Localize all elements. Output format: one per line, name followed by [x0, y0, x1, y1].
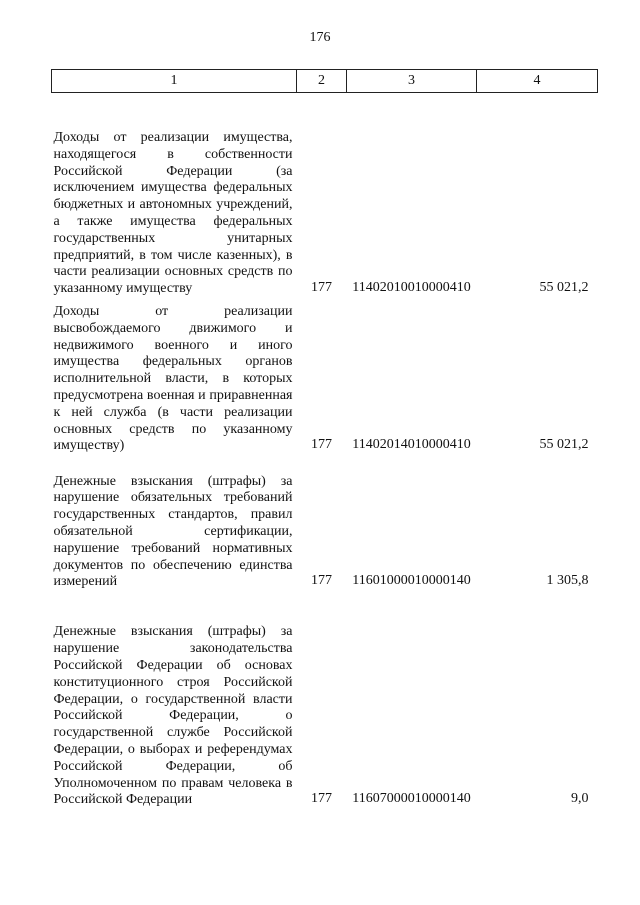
row-budget-code: 11607000010000140: [352, 791, 471, 807]
column-header-2: 2: [297, 70, 347, 93]
row-admin-code: 177: [311, 791, 332, 807]
row-description: Денежные взыскания (штрафы) за нарушение законодательства Российской Федерации об основах конституционного строя Российской Федерации, о государственной власти Российской Федерации, о государственной службе Российской Федерации, о выборах и референдумах Российской Федерации, об Уполномоченном по правам человека в Российской Федерации: [53, 624, 293, 808]
table-header-row: [52, 70, 598, 93]
revenue-table: [51, 69, 598, 811]
row-amount: 55 021,2: [539, 437, 589, 453]
row-description: Доходы от реализации высвобождаемого движимого и недвижимого военного и иного имущества федеральных органов исполнительной власти, в которых предусмотрена военная и приравненная к ней служба (в части реализации основных средств по указанному имуществу): [53, 304, 293, 454]
row-admin-code: 177: [311, 437, 332, 453]
row-amount: 1 305,8: [546, 573, 589, 589]
table-row: [52, 457, 598, 593]
table-row: [52, 300, 598, 457]
column-header-1: 1: [52, 70, 297, 93]
page-number: 176: [309, 30, 331, 45]
row-description: Доходы от реализации имущества, находящегося в собственности Российской Федерации (за исключением имущества федеральных бюджетных и автономных учреждений, а также имущества федеральных государственных унитарных предприятий, в том числе казенных), в части реализации основных средств по указанному имуществу: [53, 130, 293, 297]
table-row: [52, 93, 598, 301]
row-budget-code: 11402010010000410: [352, 280, 471, 295]
row-admin-code: 177: [311, 573, 332, 589]
row-amount: 55 021,2: [539, 280, 589, 295]
row-admin-code: 177: [311, 280, 332, 295]
row-description: Денежные взыскания (штрафы) за нарушение обязательных требований государственных стандартов, правил обязательной сертификации, нарушение требований нормативных документов по обеспечению единства измерений: [53, 473, 293, 590]
column-header-3: 3: [347, 70, 477, 93]
row-budget-code: 11601000010000140: [352, 573, 471, 589]
row-budget-code: 11402014010000410: [352, 437, 471, 453]
row-amount: 9,0: [571, 791, 589, 807]
table-row: [52, 593, 598, 811]
column-header-4: 4: [477, 70, 598, 93]
